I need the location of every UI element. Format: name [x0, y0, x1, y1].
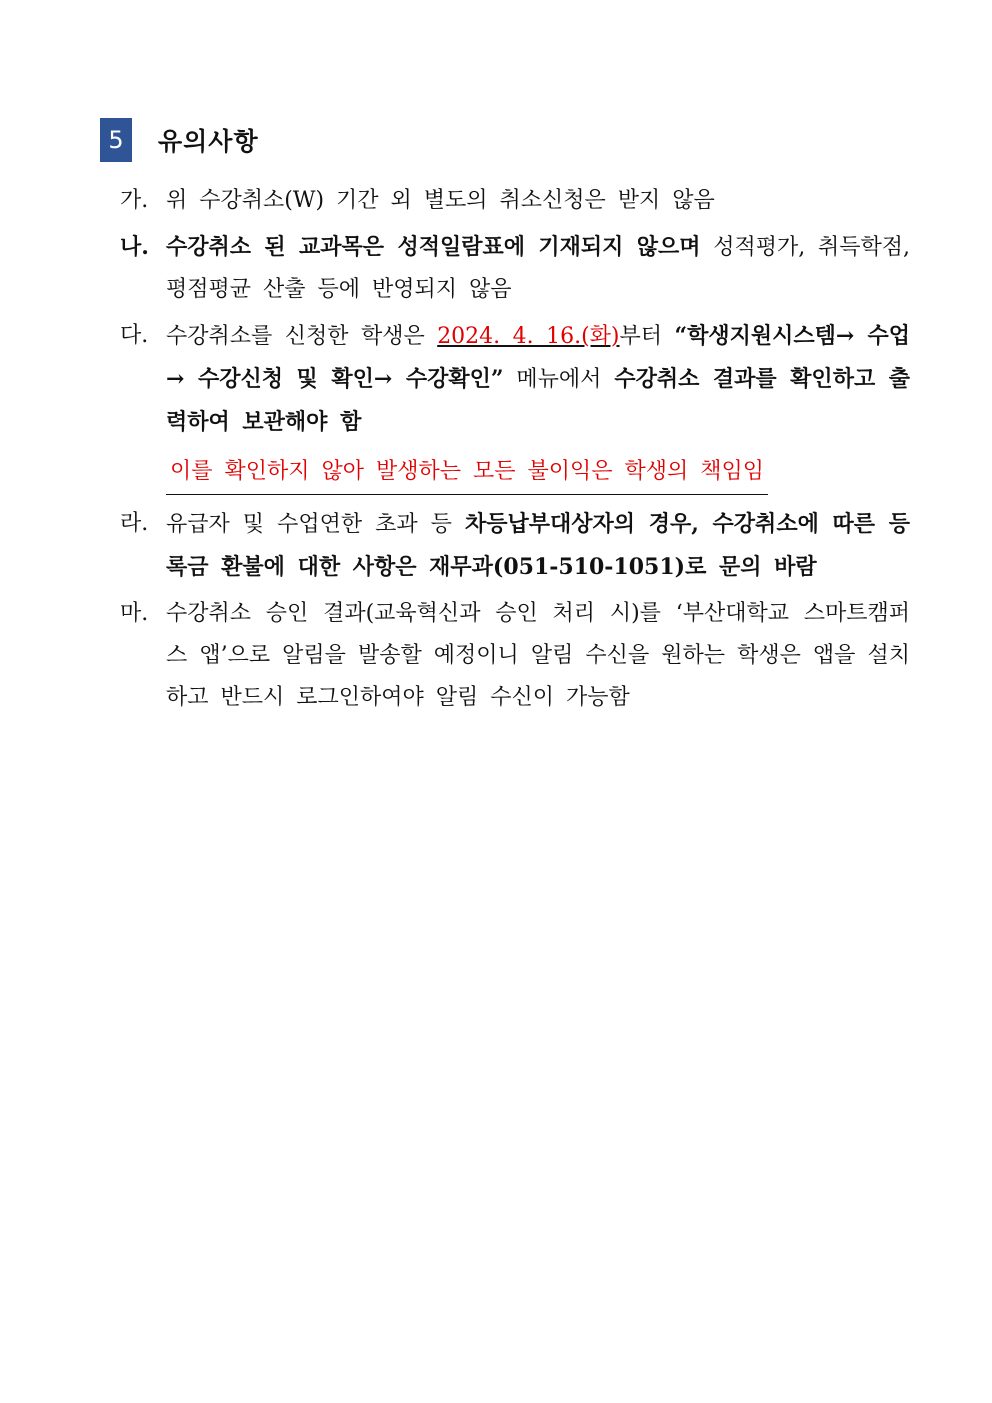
item-marker: 가. [120, 188, 149, 213]
item-text: 성적평가, 취득학점, 평점평균 산출 등에 반영되지 않음 [166, 235, 910, 302]
start-date: 2024. 4. 16.(화) [437, 324, 620, 349]
section-number-badge: 5 [100, 118, 132, 162]
item-marker: 다. [120, 323, 149, 348]
item-marker: 마. [120, 601, 149, 626]
item-text: 유급자 및 수업연한 초과 등 [166, 512, 465, 537]
list-item-ra [120, 503, 910, 589]
menu-path: “학생지원시스템→ 수업→ 수강신청 및 확인→ 수강확인” [166, 323, 910, 392]
item-body [166, 226, 910, 311]
section-header [100, 118, 259, 162]
list-item-na [120, 226, 910, 311]
section-title: 유의사항 [158, 127, 259, 156]
item-body [166, 315, 910, 444]
list-item-ga [120, 180, 910, 222]
item-text: 메뉴에서 [503, 367, 615, 392]
notice-list [120, 180, 910, 723]
item-text: 수강취소를 신청한 학생은 [166, 324, 438, 349]
item-bold-text: 차등납부대상자의 경우, 수강취소에 따른 등록금 환불에 대한 사항은 재무과(051-510-1051)로 문의 바람 [166, 511, 910, 580]
item-body [166, 503, 910, 589]
item-text: 위 수강취소(W) 기간 외 별도의 취소신청은 받지 않음 [166, 188, 715, 213]
item-marker: 라. [120, 511, 149, 536]
item-bold-text: 수강취소 결과를 확인하고 출력하여 보관해야 함 [166, 366, 910, 435]
item-text: 수강취소 승인 결과(교육혁신과 승인 처리 시)를 ‘부산대학교 스마트캠퍼스 앱’으로 알림을 발송할 예정이니 알림 수신을 원하는 학생은 앱을 설치하고 반드시 로그인하여야 알림 수신이 가능함 [166, 601, 910, 710]
item-text: 부터 [619, 324, 675, 349]
item-marker: 나. [120, 234, 149, 260]
list-item-ma [120, 593, 910, 719]
warning-text: 이를 확인하지 않아 발생하는 모든 불이익은 학생의 책임임 [166, 450, 768, 495]
item-bold-text: 수강취소 된 교과목은 성적일람표에 기재되지 않으며 [166, 234, 701, 260]
list-item-da [120, 315, 910, 444]
